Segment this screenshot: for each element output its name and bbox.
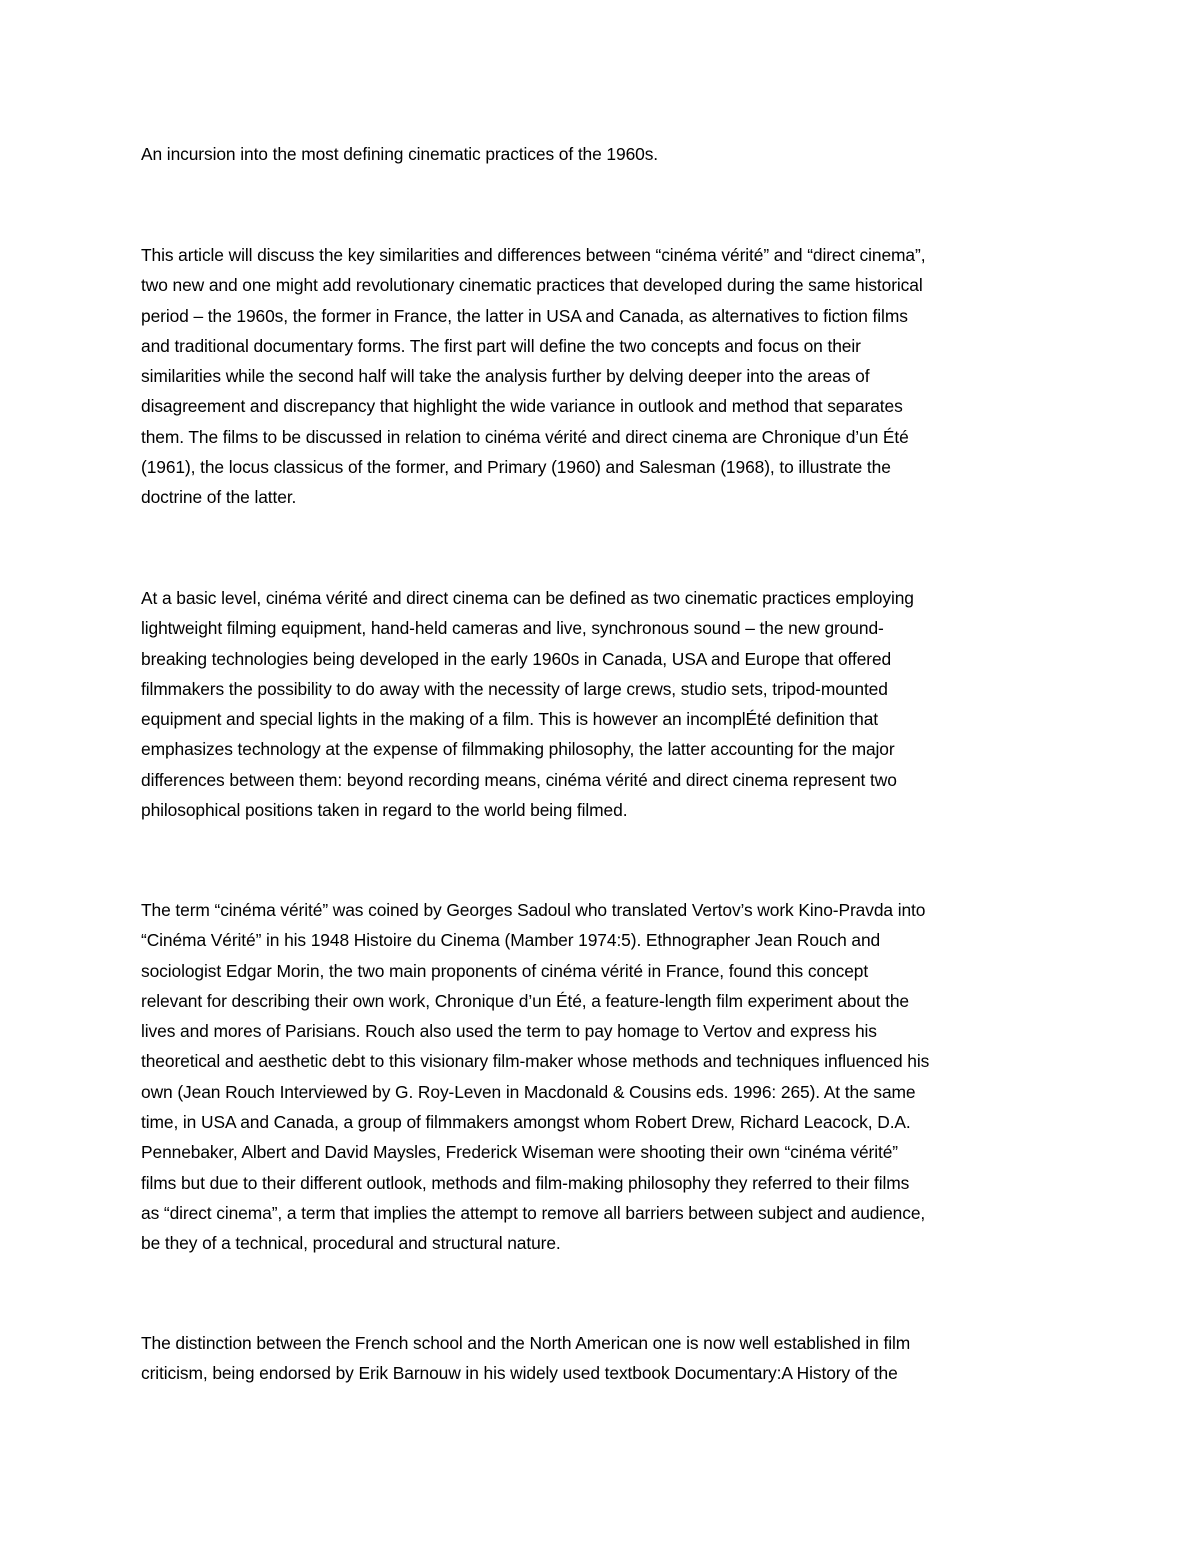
text-line: An incursion into the most defining cinematic practices of the 1960s. — [141, 144, 659, 164]
text-line: own (Jean Rouch Interviewed by G. Roy-Leven in Macdonald & Cousins eds. 1996: 265). At the same — [141, 1081, 916, 1102]
text-line: This article will discuss the key similarities and differences between “cinéma vérité” and “direct cinema”, — [141, 245, 926, 265]
text-line: lives and mores of Parisians. Rouch also used the term to pay homage to Vertov and express his — [141, 1021, 877, 1042]
text-line: The term “cinéma vérité” was coined by Georges Sadoul who translated Vertov’s work Kino-Pravda into — [141, 900, 926, 920]
text-line: (1961), the locus classicus of the former, and Primary (1960) and Salesman (1968), to illustrate the — [141, 457, 891, 478]
text-line: The distinction between the French school and the North American one is now well established in film — [141, 1333, 911, 1353]
text-line: them. The films to be discussed in relation to cinéma vérité and direct cinema are Chronique d’un Été — [141, 426, 909, 447]
text-line: “Cinéma Vérité” in his 1948 Histoire du Cinema (Mamber 1974:5). Ethnographer Jean Rouch and — [141, 930, 881, 951]
text-line: relevant for describing their own work, Chronique d’un Été, a feature-length film experiment about the — [141, 990, 909, 1011]
text-line: lightweight filming equipment, hand-held cameras and live, synchronous sound – the new ground- — [141, 618, 884, 639]
text-line: filmmakers the possibility to do away with the necessity of large crews, studio sets, tripod-mounted — [141, 678, 888, 699]
text-line: time, in USA and Canada, a group of filmmakers amongst whom Robert Drew, Richard Leacock, D.A. — [141, 1112, 911, 1133]
paragraph-3 — [141, 895, 1061, 1259]
paragraph-4 — [141, 1328, 1061, 1389]
text-line: equipment and special lights in the making of a film. This is however an incomplÉté definition that — [141, 709, 879, 730]
text-line: Pennebaker, Albert and David Maysles, Frederick Wiseman were shooting their own “cinéma vérité” — [141, 1142, 898, 1163]
paragraph-1 — [141, 240, 1061, 513]
text-line: two new and one might add revolutionary cinematic practices that developed during the same historical — [141, 275, 923, 296]
text-line: disagreement and discrepancy that highlight the wide variance in outlook and method that separates — [141, 396, 903, 417]
text-line: as “direct cinema”, a term that implies the attempt to remove all barriers between subject and audience, — [141, 1202, 926, 1223]
text-line: similarities while the second half will take the analysis further by delving deeper into the areas of — [141, 366, 870, 387]
text-line: criticism, being endorsed by Erik Barnouw in his widely used textbook Documentary:A History of the — [141, 1363, 898, 1384]
text-line: At a basic level, cinéma vérité and direct cinema can be defined as two cinematic practices employing — [141, 588, 914, 608]
text-line: breaking technologies being developed in the early 1960s in Canada, USA and Europe that offered — [141, 648, 892, 669]
text-line: period – the 1960s, the former in France, the latter in USA and Canada, as alternatives to fiction films — [141, 305, 908, 326]
text-line: be they of a technical, procedural and structural nature. — [141, 1233, 561, 1254]
intro-paragraph — [141, 139, 1061, 169]
text-line: emphasizes technology at the expense of filmmaking philosophy, the latter accounting for the major — [141, 739, 895, 760]
text-line: differences between them: beyond recording means, cinéma vérité and direct cinema represent two — [141, 769, 897, 790]
text-line: films but due to their different outlook, methods and film-making philosophy they referred to their films — [141, 1172, 910, 1193]
text-line: theoretical and aesthetic debt to this visionary film-maker whose methods and techniques influenced his — [141, 1051, 930, 1072]
text-line: and traditional documentary forms. The first part will define the two concepts and focus on their — [141, 335, 861, 356]
text-line: doctrine of the latter. — [141, 487, 297, 508]
text-line: philosophical positions taken in regard to the world being filmed. — [141, 800, 628, 821]
text-line: sociologist Edgar Morin, the two main proponents of cinéma vérité in France, found this concept — [141, 960, 869, 981]
paragraph-2 — [141, 583, 1061, 825]
